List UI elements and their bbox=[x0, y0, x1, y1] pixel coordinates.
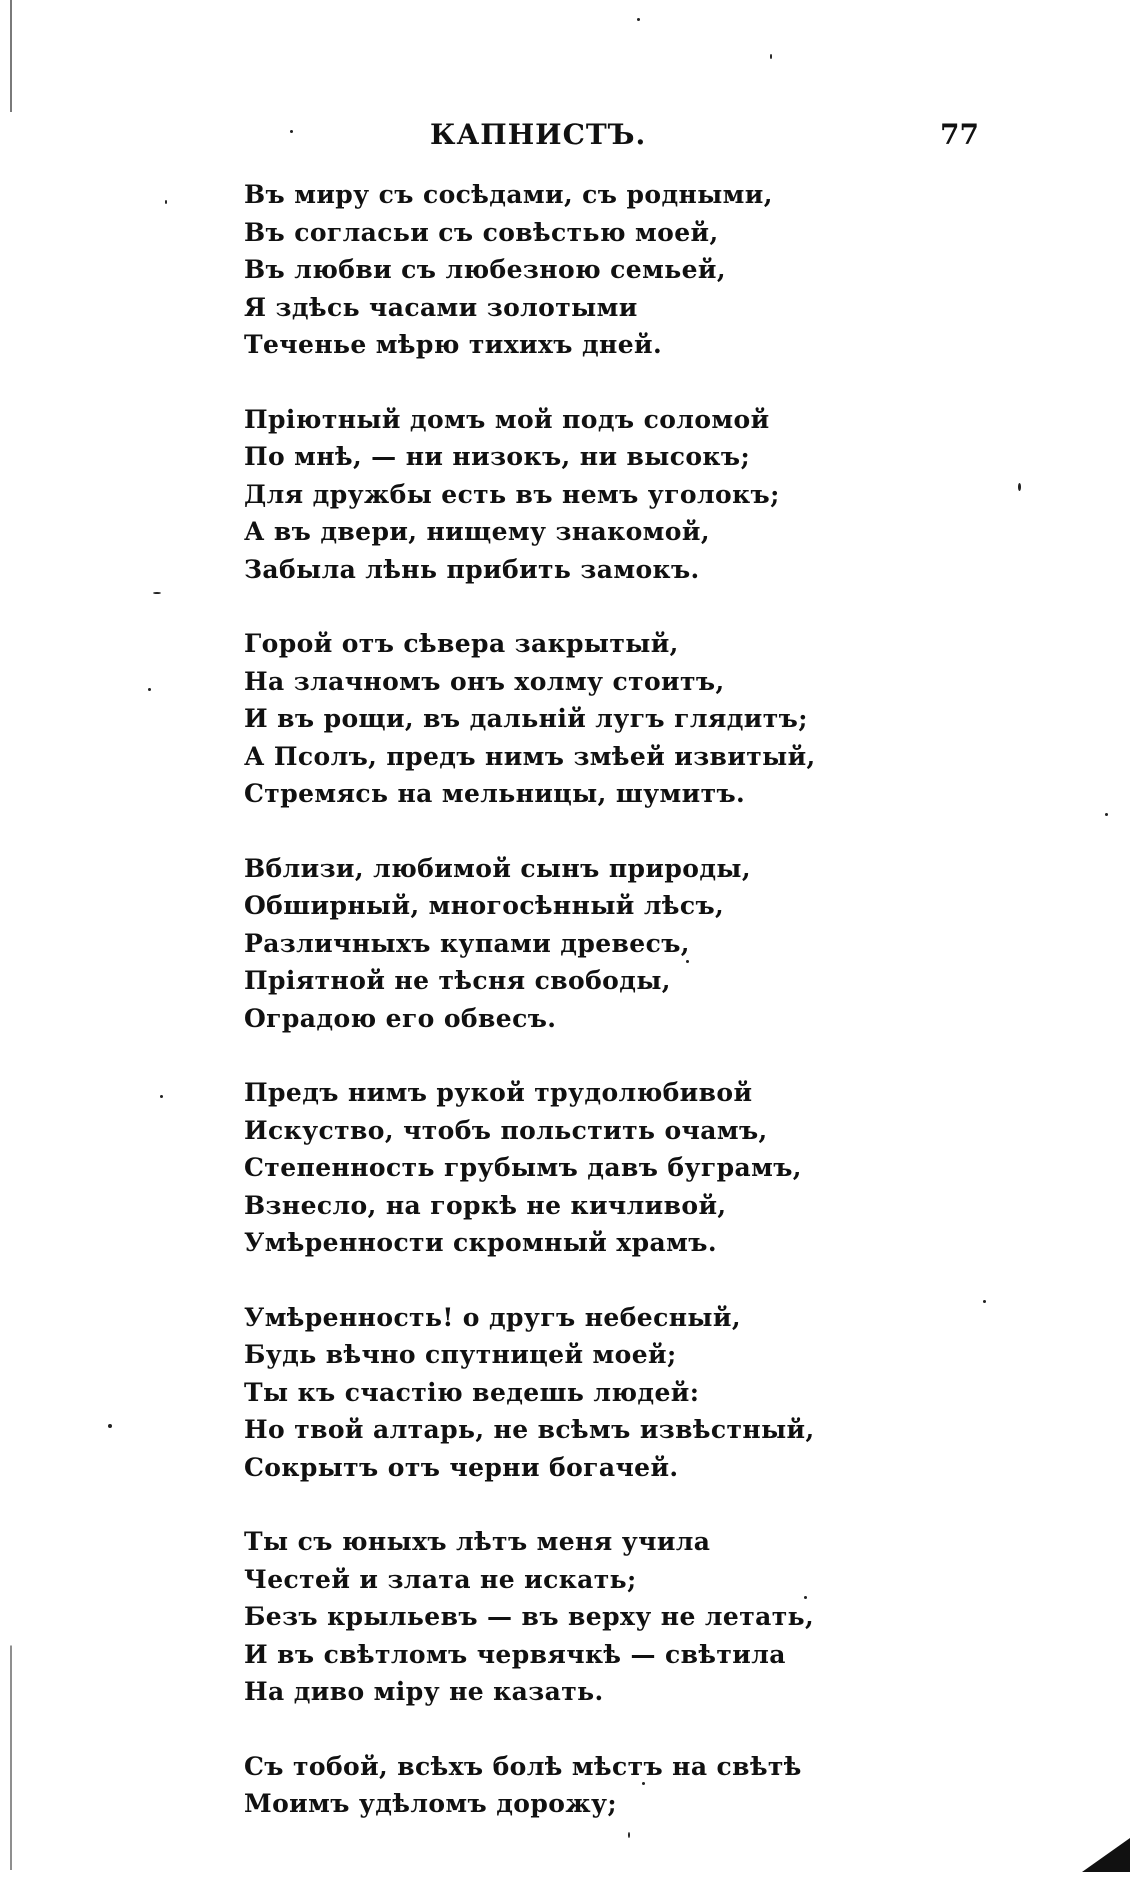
verse-line: Предъ нимъ рукой трудолюбивой bbox=[244, 1078, 753, 1107]
scan-speck bbox=[108, 1424, 112, 1428]
verse-line: Пріятной не тѣсня свободы, bbox=[244, 966, 671, 995]
verse-line: Забыла лѣнь прибить замокъ. bbox=[244, 554, 700, 584]
verse-line: А въ двери, нищему знакомой, bbox=[244, 517, 710, 546]
verse-line: Искуство, чтобъ польстить очамъ, bbox=[244, 1115, 768, 1145]
stanza bbox=[244, 1748, 884, 1823]
verse-line: Взнесло, на горкѣ не кичливой, bbox=[244, 1190, 727, 1220]
verse-line: Умѣренность! о другъ небесный, bbox=[244, 1302, 741, 1332]
scan-speck bbox=[804, 1596, 807, 1599]
scan-speck bbox=[165, 200, 167, 204]
verse-line: Вблизи, любимой сынъ природы, bbox=[244, 853, 751, 883]
verse-line: На злачномъ онъ холму стоитъ, bbox=[244, 666, 725, 696]
verse-line: Пріютный домъ мой подъ соломой bbox=[244, 404, 770, 434]
stanza bbox=[244, 1074, 884, 1262]
verse-line: Но твой алтарь, не всѣмъ извѣстный, bbox=[244, 1415, 815, 1444]
scan-speck bbox=[148, 688, 151, 691]
verse-line: Оградою его обвесъ. bbox=[244, 1003, 557, 1033]
verse-line: Обширный, многосѣнный лѣсъ, bbox=[244, 891, 725, 920]
verse-line: Горой отъ сѣвера закрытый, bbox=[244, 629, 679, 658]
verse-line: И въ свѣтломъ червячкѣ — свѣтила bbox=[244, 1639, 786, 1669]
scan-speck bbox=[642, 1782, 645, 1785]
verse-line: Умѣренности скромный храмъ. bbox=[244, 1228, 717, 1257]
verse-line: Будь вѣчно спутницей моей; bbox=[244, 1340, 677, 1369]
verse-line: Въ любви съ любезною семьей, bbox=[244, 255, 726, 284]
verse-line: По мнѣ, — ни низокъ, ни высокъ; bbox=[244, 442, 751, 471]
scan-speck bbox=[1018, 483, 1021, 491]
scan-speck bbox=[153, 592, 161, 594]
verse-line: Стремясь на мельницы, шумитъ. bbox=[244, 779, 746, 808]
verse-line: Различныхъ купами древесъ, bbox=[244, 928, 690, 958]
verse-line: Въ согласьи съ совѣстью моей, bbox=[244, 217, 719, 247]
scan-speck bbox=[628, 1832, 630, 1838]
stanza bbox=[244, 401, 884, 589]
stanza bbox=[244, 625, 884, 813]
page-corner-mark bbox=[1082, 1838, 1130, 1872]
scan-speck bbox=[983, 1300, 986, 1303]
poem-body bbox=[244, 176, 884, 1860]
running-title: КАПНИСТЪ. bbox=[430, 118, 647, 151]
verse-line: А Псолъ, предъ нимъ змѣей извитый, bbox=[244, 741, 816, 771]
verse-line: Съ тобой, всѣхъ болѣ мѣстъ на свѣтѣ bbox=[244, 1751, 802, 1781]
scan-speck bbox=[1105, 813, 1108, 816]
scan-speck bbox=[290, 130, 293, 133]
scan-speck bbox=[160, 1095, 163, 1098]
verse-line: На диво міру не казать. bbox=[244, 1677, 604, 1706]
stanza bbox=[244, 1523, 884, 1711]
stanza bbox=[244, 176, 884, 364]
scan-speck bbox=[686, 960, 689, 963]
verse-line: Для дружбы есть въ немъ уголокъ; bbox=[244, 479, 780, 509]
stanza bbox=[244, 1299, 884, 1487]
stanza bbox=[244, 850, 884, 1038]
verse-line: Въ миру съ сосѣдами, съ родными, bbox=[244, 180, 773, 209]
page-number: 77 bbox=[940, 118, 979, 151]
page-edge-rule bbox=[10, 0, 12, 1870]
verse-line: И въ рощи, въ дальній лугъ глядитъ; bbox=[244, 704, 808, 733]
verse-line: Теченье мѣрю тихихъ дней. bbox=[244, 330, 663, 359]
verse-line: Ты къ счастію ведешь людей: bbox=[244, 1377, 700, 1407]
verse-line: Безъ крыльевъ — въ верху не летать, bbox=[244, 1602, 815, 1631]
verse-line: Я здѣсь часами золотыми bbox=[244, 292, 638, 322]
verse-line: Честей и злата не искать; bbox=[244, 1564, 637, 1594]
verse-line: Ты съ юныхъ лѣтъ меня учила bbox=[244, 1527, 711, 1556]
verse-line: Моимъ удѣломъ дорожу; bbox=[244, 1789, 617, 1818]
verse-line: Степенность грубымъ давъ буграмъ, bbox=[244, 1153, 802, 1182]
verse-line: Сокрытъ отъ черни богачей. bbox=[244, 1452, 679, 1482]
scan-speck bbox=[637, 18, 640, 21]
scan-speck bbox=[770, 54, 772, 59]
